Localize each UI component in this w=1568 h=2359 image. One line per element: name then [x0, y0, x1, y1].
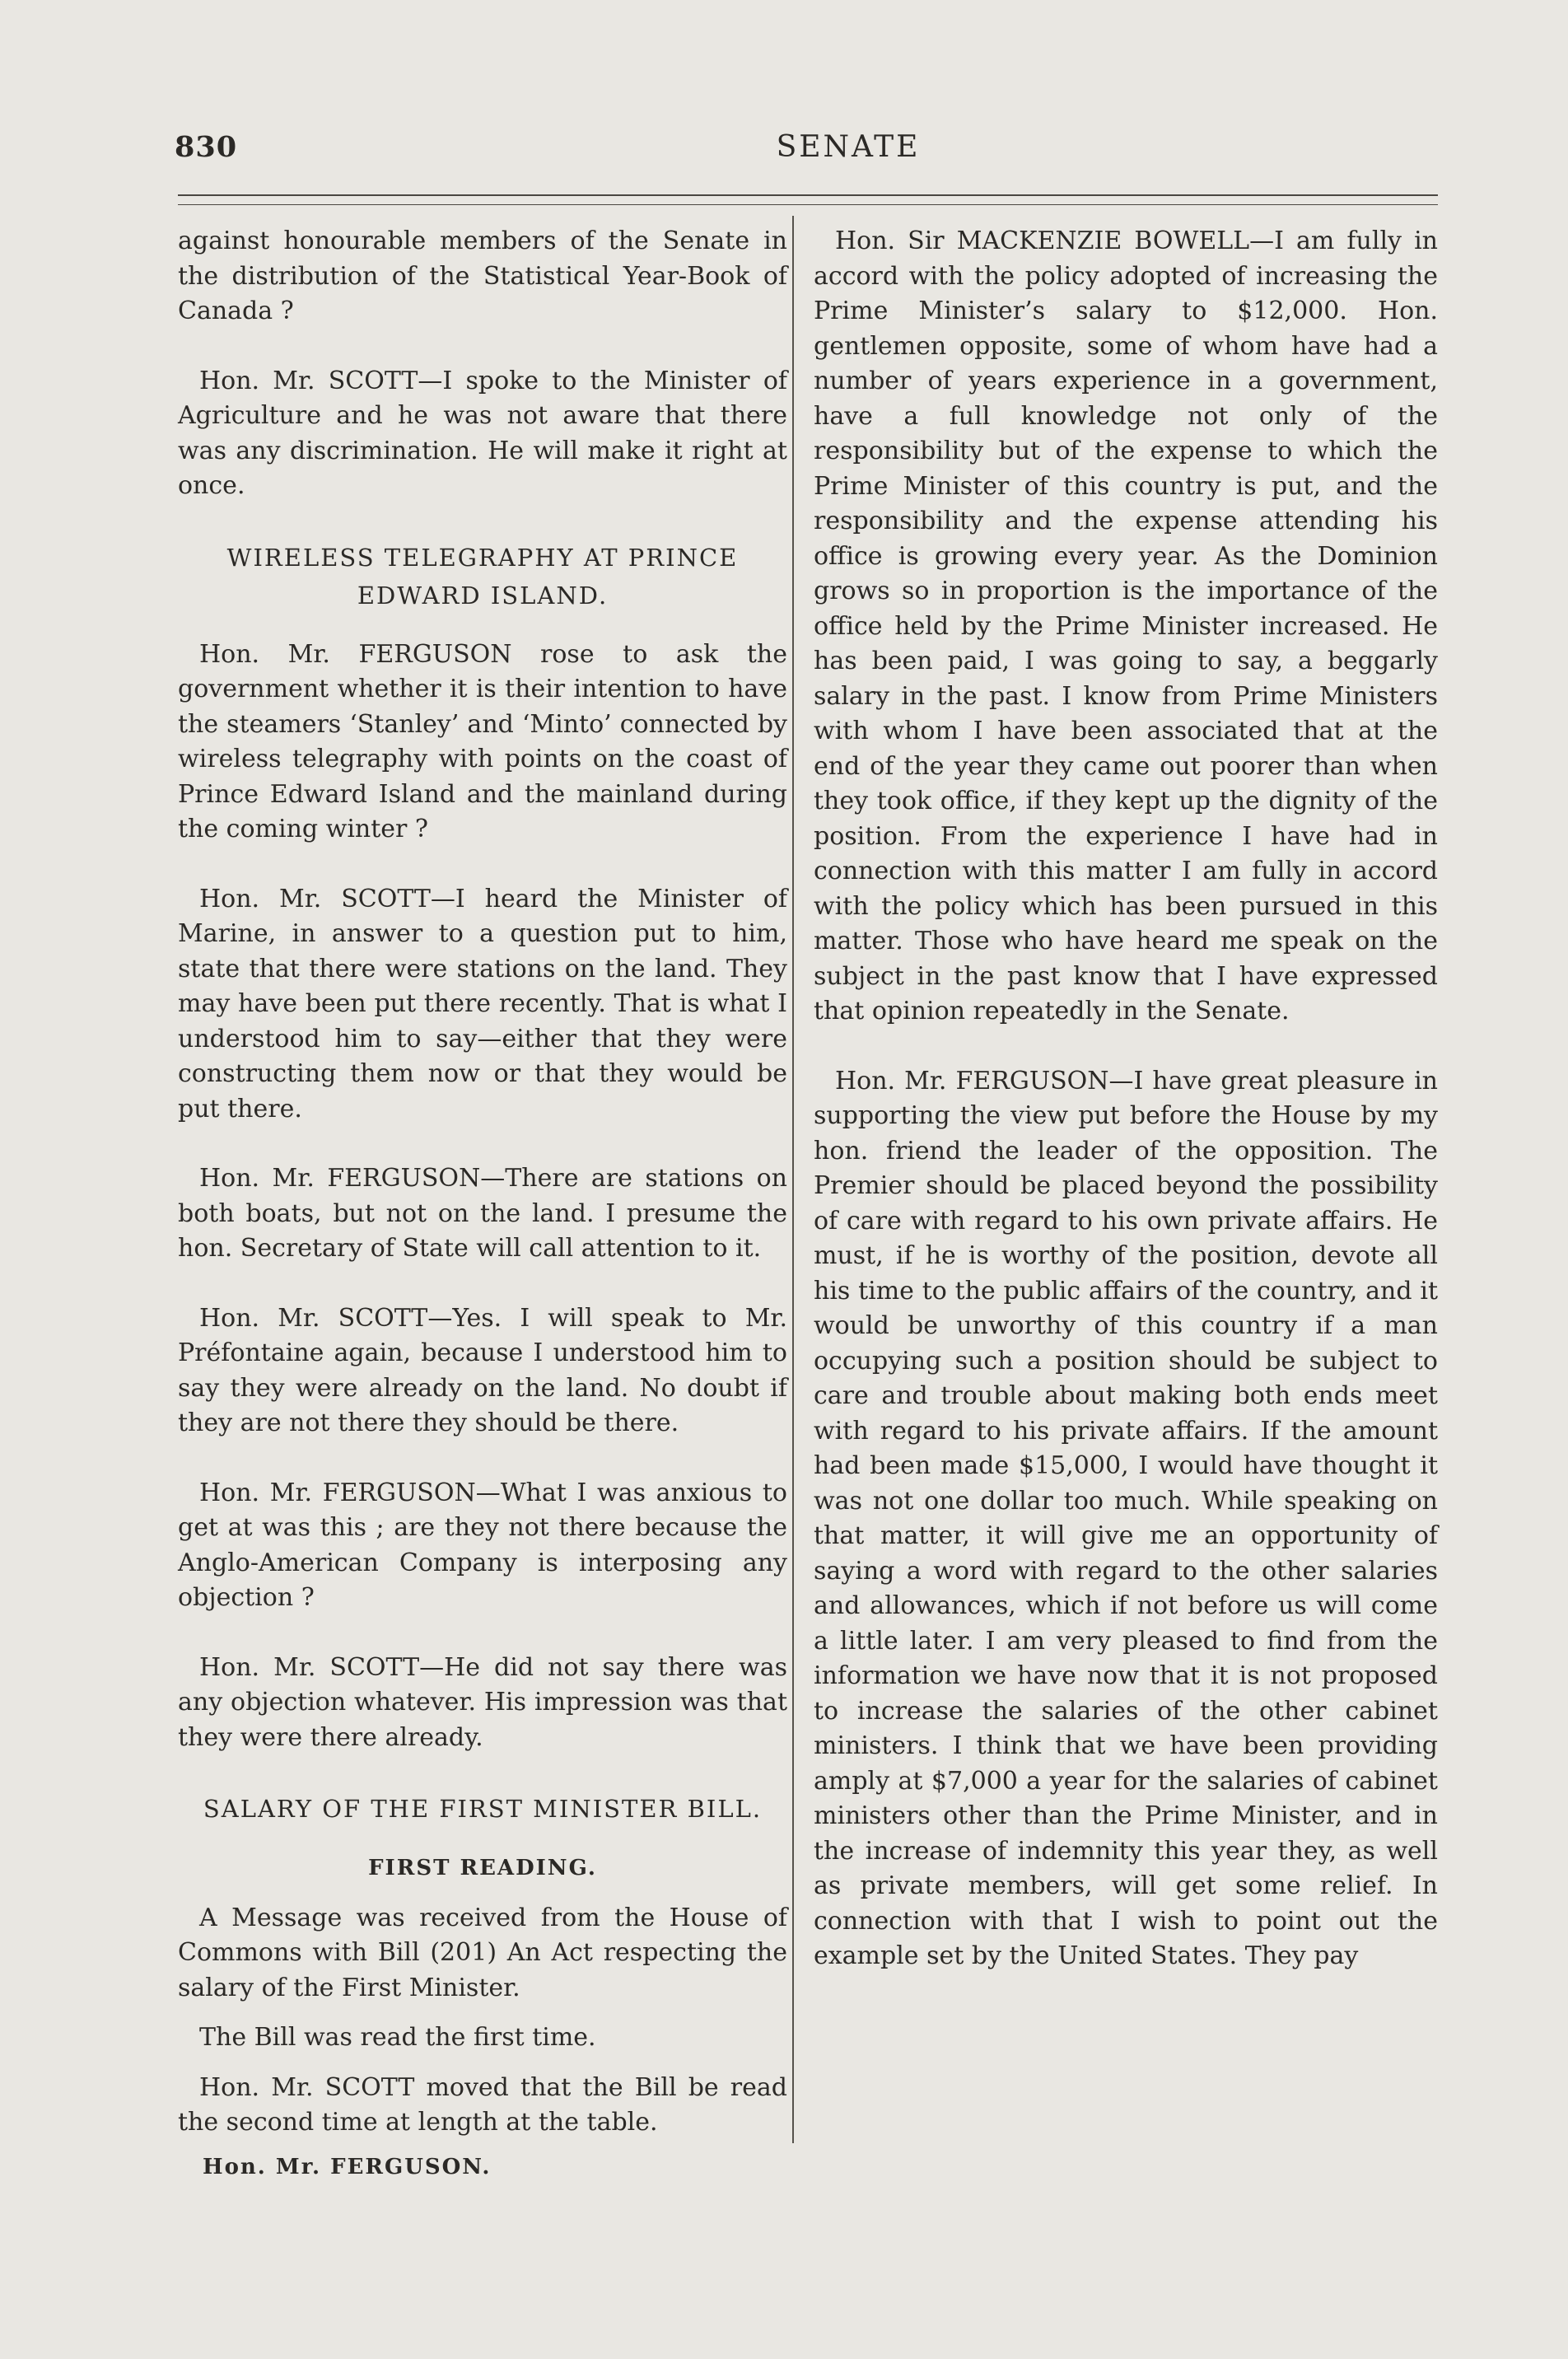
- header-rule-thin: [178, 204, 1438, 205]
- section-heading: WIRELESS TELEGRAPHY AT PRINCE EDWARD ISLAND.: [226, 543, 739, 610]
- paragraph: Hon. Mr. SCOTT—He did not say there was any objection whatever. His impression was that they were there already.: [178, 1652, 787, 1752]
- right-column: [814, 224, 1438, 2009]
- paragraph: A Message was received from the House of Commons with Bill (201) An Act respecting the salary of the First Minister.: [178, 1903, 787, 2002]
- paragraph: Hon. Mr. FERGUSON—There are stations on both boats, but not on the land. I presume the hon. Secretary of State will call attention to it.: [178, 1164, 787, 1263]
- paragraph: Hon. Mr. FERGUSON—I have great pleasure in supporting the view put before the House by my hon. friend the leader of the opposition. The Premier should be placed beyond the possibility of care with regard to his own private affairs. He must, if he is worthy of the position, devote all his time to the public affairs of the country, and it would be unworthy of this country if a man occupying such a position should be subject to care and trouble about making both ends meet with regard to his private affairs. If the amount had been made $15,000, I would have thought it was not one dollar too much. While speaking on that matter, it will give me an opportunity of saying a word with regard to the other salaries and allowances, which if not before us will come a little later. I am very pleased to find from the information we have now that it is not proposed to increase the salaries of the other cabinet ministers. I think that we have been providing amply at $7,000 a year for the salaries of cabinet ministers other than the Prime Minister, and in the increase of indemnity this year they, as well as private members, will get some relief. In connection with that I wish to point out the example set by the United States. They pay: [814, 1066, 1438, 1970]
- paragraph: Hon. Mr. FERGUSON—What I was anxious to get at was this ; are they not there because the Anglo-American Company is interposing any objection ?: [178, 1478, 787, 1612]
- column-divider: [792, 216, 794, 2143]
- paragraph: Hon. Mr. FERGUSON rose to ask the government whether it is their intention to have the steamers ‘Stanley’ and ‘Minto’ connected by wireless telegraphy with points on the coast of Prince Edward Island and the mainland during the coming winter ?: [178, 639, 787, 843]
- page-number: 830: [175, 130, 238, 164]
- section-subheading: FIRST READING.: [368, 1856, 597, 1880]
- paragraph: Hon. Mr. SCOTT—I spoke to the Minister of Agriculture and he was not aware that there was any discrimination. He will make it right at once.: [178, 366, 787, 500]
- paragraph: Hon. Mr. SCOTT—Yes. I will speak to Mr. Préfontaine again, because I understood him to say they were already on the land. No doubt if they are not there they should be there.: [178, 1303, 787, 1437]
- paragraph: Hon. Sir MACKENZIE BOWELL—I am fully in accord with the policy adopted of increasing the Prime Minister’s salary to $12,000. Hon. gentlemen opposite, some of whom have had a number of years experience in a government, have a full knowledge not only of the responsibility but of the expense to which the Prime Minister of this country is put, and the responsibility and the expense attending his office is growing every year. As the Dominion grows so in proportion is the importance of the office held by the Prime Minister increased. He has been paid, I was going to say, a beggarly salary in the past. I know from Prime Ministers with whom I have been associated that at the end of the year they came out poorer than when they took office, if they kept up the dignity of the position. From the experience I have had in connection with this matter I am fully in accord with the policy which has been pursued in this matter. Those who have heard me speak on the subject in the past know that I have expressed that opinion repeatedly in the Senate.: [814, 227, 1438, 1025]
- paragraph: Hon. Mr. SCOTT moved that the Bill be read the second time at length at the table.: [178, 2072, 787, 2137]
- header-rule: [178, 194, 1438, 196]
- running-head: SENATE: [776, 130, 921, 164]
- paragraph: The Bill was read the first time.: [199, 2023, 596, 2052]
- left-column: [178, 224, 787, 2156]
- footer-signature: Hon. Mr. FERGUSON.: [203, 2155, 492, 2179]
- section-heading: SALARY OF THE FIRST MINISTER BILL.: [203, 1795, 763, 1823]
- paragraph: Hon. Mr. SCOTT—I heard the Minister of Marine, in answer to a question put to him, state that there were stations on the land. They may have been put there recently. That is what I understood him to say—either that they were constructing them now or that they would be put there.: [178, 884, 787, 1123]
- paragraph: against honourable members of the Senate in the distribution of the Statistical Year-Book of Canada ?: [178, 227, 787, 325]
